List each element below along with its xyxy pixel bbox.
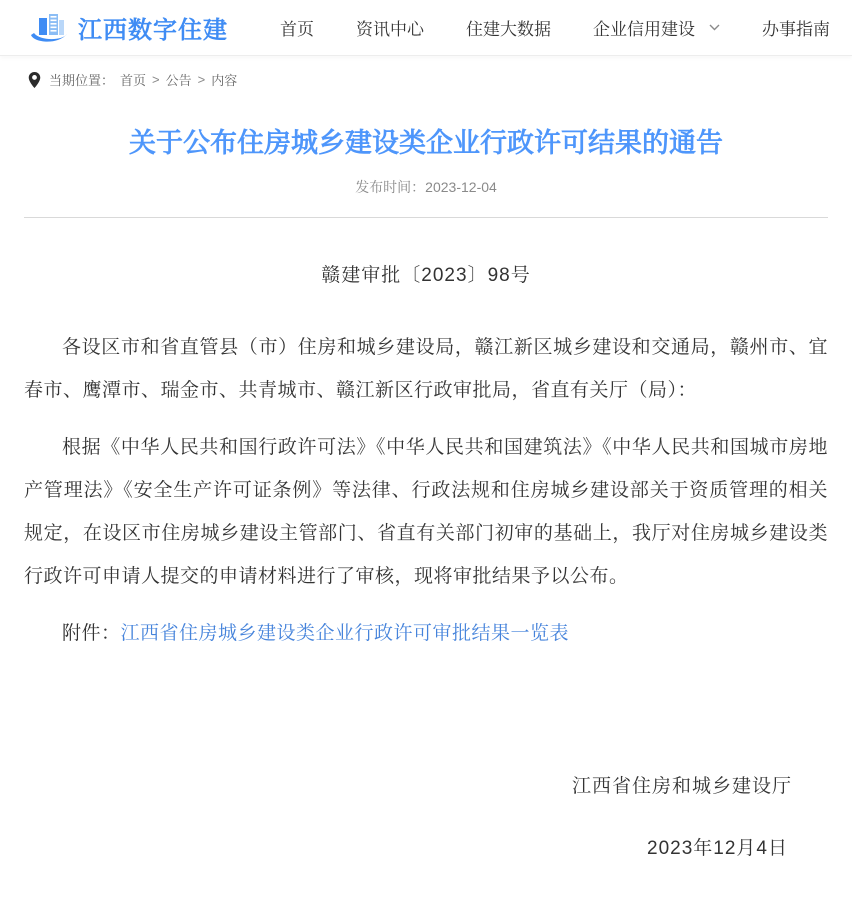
page-title: 关于公布住房城乡建设类企业行政许可结果的通告: [129, 128, 723, 158]
chevron-down-icon: [709, 24, 720, 31]
logo-icon: [28, 10, 70, 46]
body-paragraph-main: 根据《中华人民共和国行政许可法》《中华人民共和国建筑法》《中华人民共和国城市房地产管理法》《安全生产许可证条例》等法律、行政法规和住房城乡建设部关于资质管理的相关规定，在设区市住房城乡建设主管部门、省直有关部门初审的基础上，我厅对住房城乡建设类行政许可申请人提交的申请材料进行了审核，现将审批结果予以公布。: [24, 437, 828, 587]
nav-item-label: 资讯中心: [356, 20, 424, 39]
site-logo[interactable]: [28, 10, 228, 46]
nav-item-credit[interactable]: [593, 15, 720, 40]
document-number: 赣建审批〔2023〕98号: [321, 265, 531, 286]
nav-item-label: 企业信用建设: [593, 20, 695, 39]
title-divider: [24, 217, 828, 218]
breadcrumb: [0, 56, 852, 101]
site-header: [0, 0, 852, 56]
breadcrumb-item-announcements[interactable]: 公告: [165, 73, 192, 88]
article: [0, 101, 852, 863]
nav-item-label: 办事指南: [762, 20, 830, 39]
issuing-authority: 江西省住房和城乡建设厅: [571, 776, 792, 797]
breadcrumb-label: 当期位置：: [49, 73, 115, 88]
body-paragraph-recipients: 各设区市和省直管县（市）住房和城乡建设局，赣江新区城乡建设和交通局，赣州市、宜春市、鹰潭市、瑞金市、共青城市、赣江新区行政审批局，省直有关厅（局）：: [24, 337, 828, 401]
attachment-link[interactable]: 江西省住房城乡建设类企业行政许可审批结果一览表: [120, 623, 570, 644]
nav-item-news-center[interactable]: [356, 15, 424, 40]
location-pin-icon: [28, 72, 41, 88]
nav-item-label: 住建大数据: [466, 20, 551, 39]
logo-text[interactable]: 江西数字住建: [78, 17, 228, 44]
attachment-line: [24, 612, 828, 655]
main-nav: [280, 15, 830, 40]
nav-item-home[interactable]: [280, 15, 314, 40]
breadcrumb-item-home[interactable]: 首页: [120, 73, 147, 88]
breadcrumb-separator: >: [197, 72, 206, 87]
publish-time: 发布时间：2023-12-04: [355, 179, 497, 195]
nav-item-label: 首页: [280, 20, 314, 39]
breadcrumb-item-content[interactable]: 内容: [211, 73, 238, 88]
issue-date: 2023年12月4日: [647, 838, 788, 859]
nav-item-big-data[interactable]: [466, 15, 551, 40]
attachment-label: 附件：: [62, 623, 121, 644]
breadcrumb-separator: >: [152, 72, 160, 87]
nav-item-guide[interactable]: [762, 15, 830, 40]
